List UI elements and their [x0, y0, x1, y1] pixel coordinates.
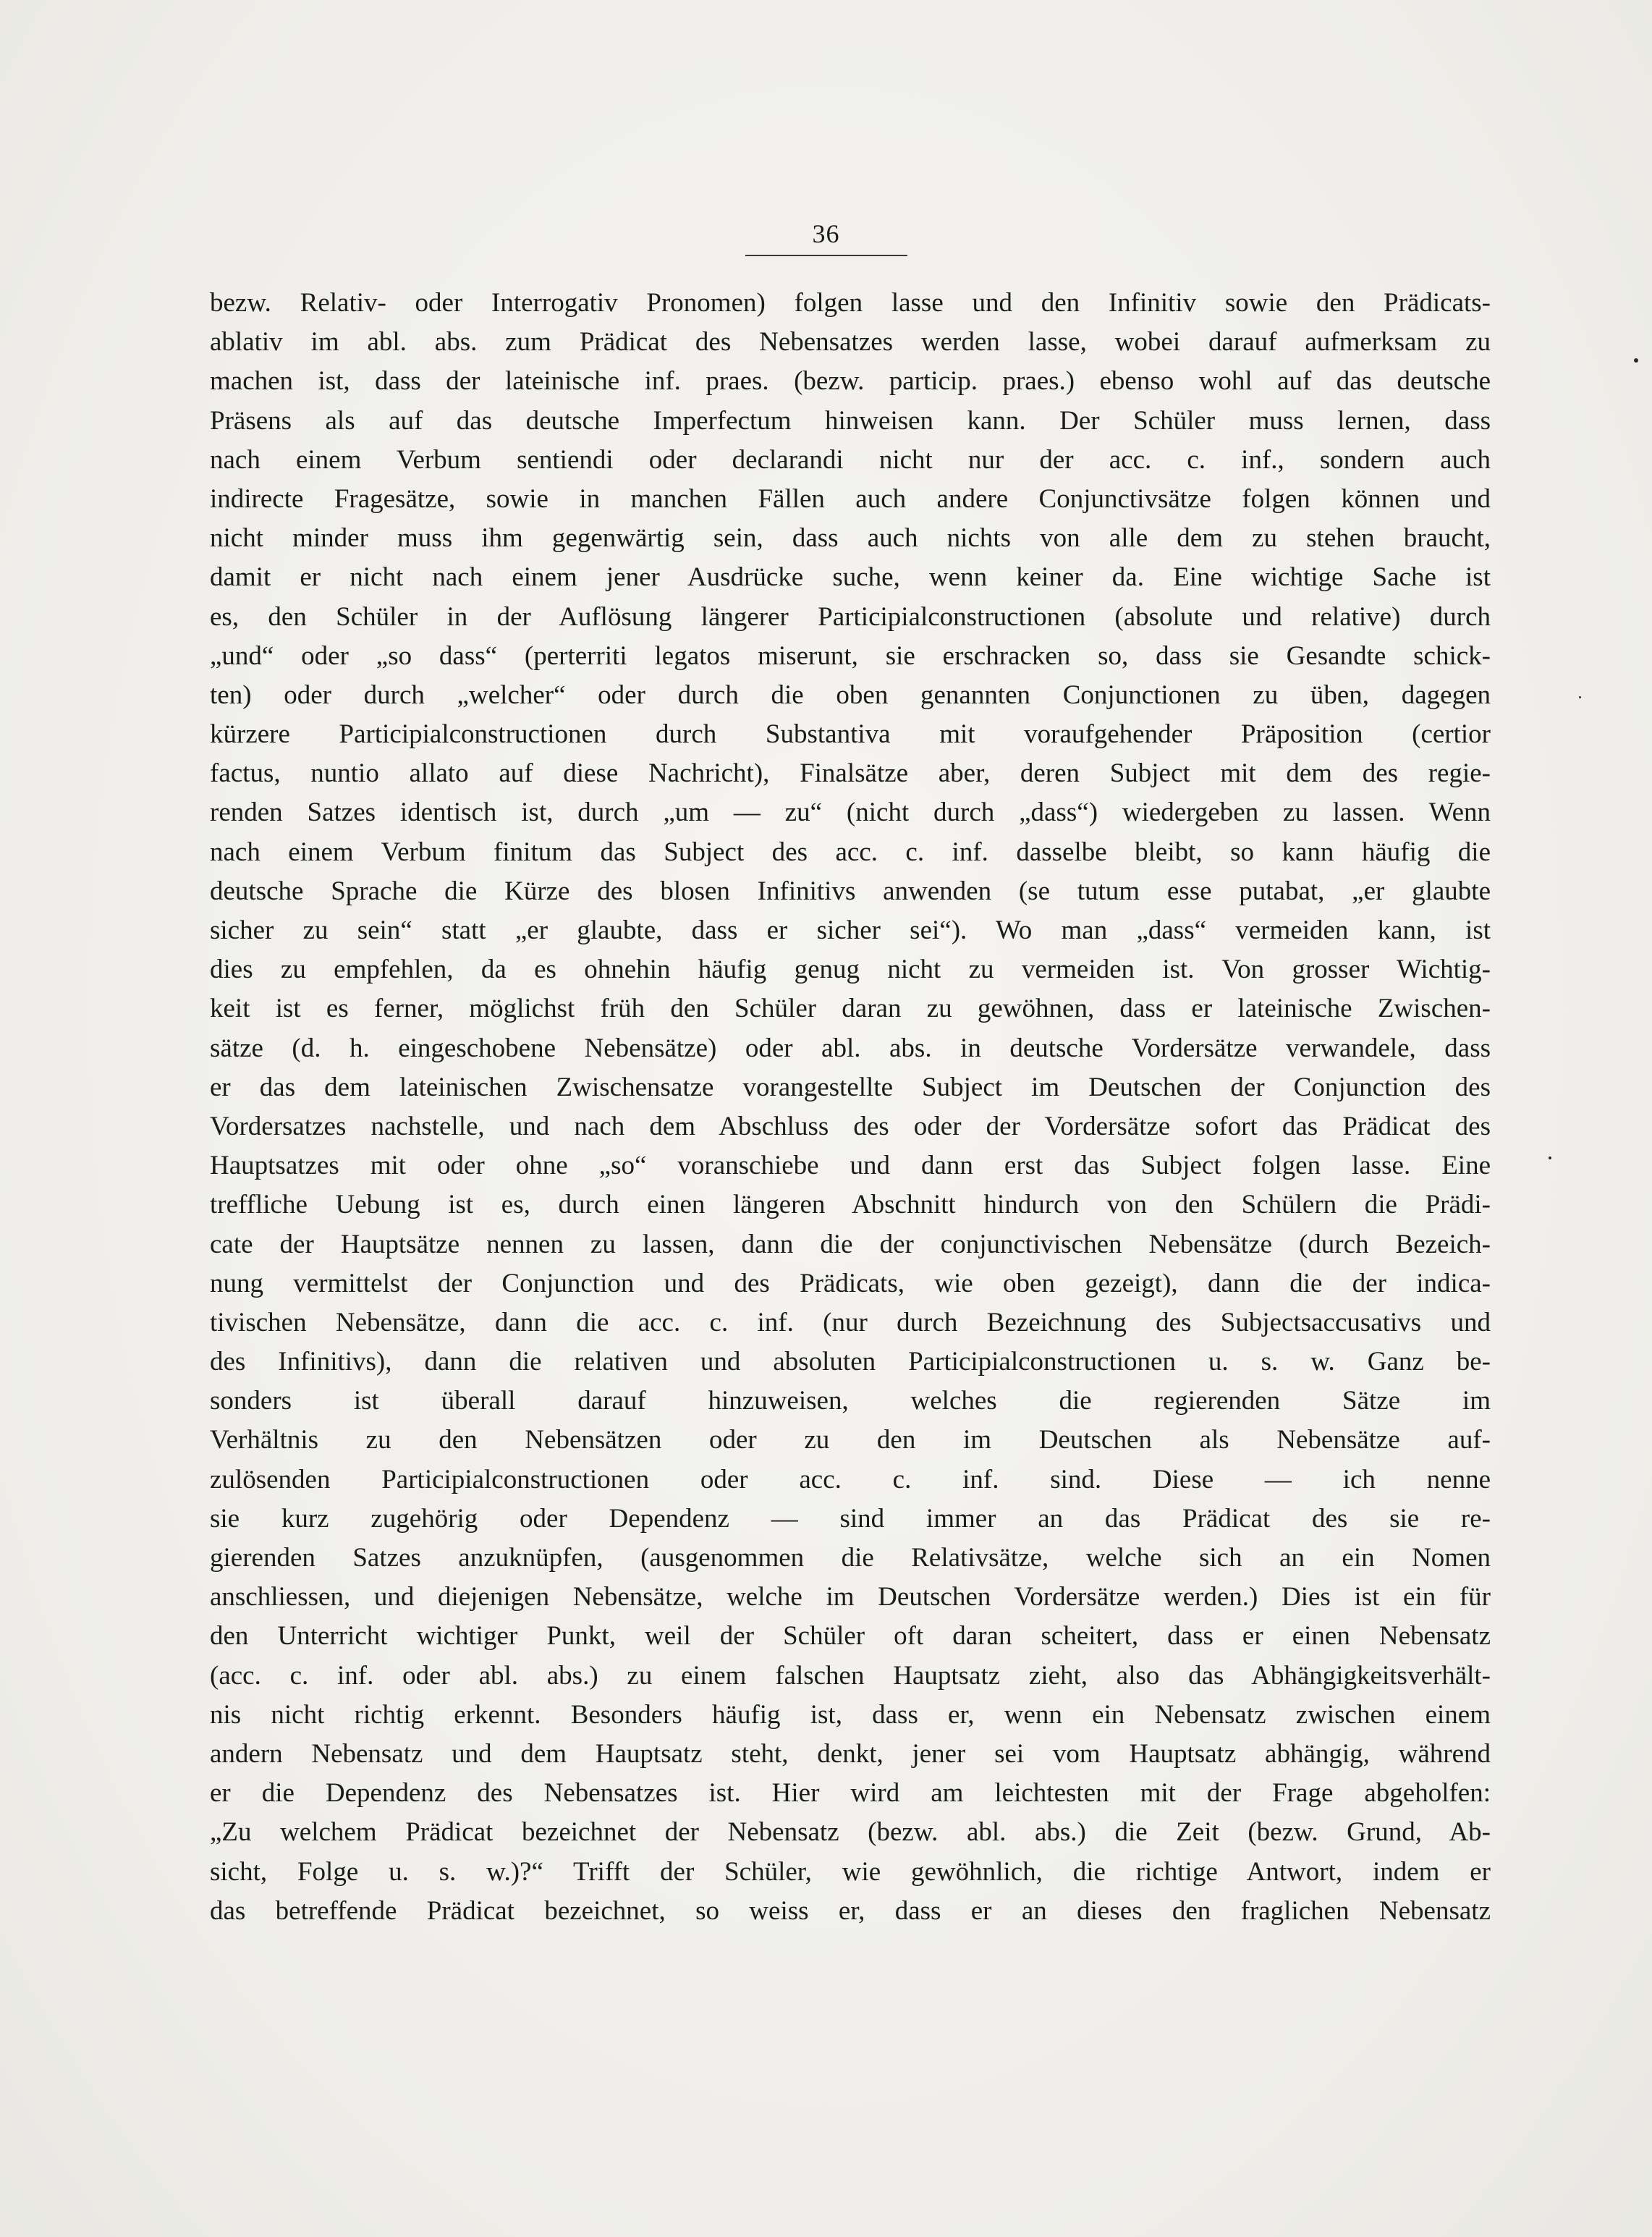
text-line: sie kurz zugehörig oder Dependenz — sind immer an das Prädicat des sie re- — [210, 1503, 1491, 1534]
text-line: er das dem lateinischen Zwischensatze vorangestellte Subject im Deutschen der Conjunction des — [210, 1072, 1491, 1102]
text-line: cate der Hauptsätze nennen zu lassen, dann die der conjunctivischen Nebensätze (durch Bezeich- — [210, 1229, 1491, 1259]
text-line: anschliessen, und diejenigen Nebensätze, welche im Deutschen Vordersätze werden.) Dies ist ein für — [210, 1582, 1491, 1612]
text-line: dies zu empfehlen, da es ohnehin häufig genug nicht zu vermeiden ist. Von grosser Wichtig- — [210, 955, 1491, 985]
text-line: nicht minder muss ihm gegenwärtig sein, dass auch nichts von alle dem zu stehen braucht, — [210, 523, 1491, 554]
text-line: „und“ oder „so dass“ (perterriti legatos miserunt, sie erschracken so, dass sie Gesandte schick- — [210, 640, 1491, 671]
print-speck — [1634, 358, 1638, 363]
text-line: kürzere Participialconstructionen durch Substantiva mit voraufgehender Präposition (certior — [210, 719, 1491, 750]
text-line: ten) oder durch „welcher“ oder durch die oben genannten Conjunctionen zu üben, dagegen — [210, 680, 1491, 710]
text-line: ablativ im abl. abs. zum Prädicat des Nebensatzes werden lasse, wobei darauf aufmerksam zu — [210, 327, 1491, 358]
text-line: den Unterricht wichtiger Punkt, weil der Schüler oft daran scheitert, dass er einen Nebensatz — [210, 1621, 1491, 1652]
text-line: indirecte Fragesätze, sowie in manchen Fällen auch andere Conjunctivsätze folgen können und — [210, 483, 1491, 514]
text-line: er die Dependenz des Nebensatzes ist. Hier wird am leichtesten mit der Frage abgeholfen: — [210, 1778, 1491, 1809]
text-line: Vordersatzes nachstelle, und nach dem Abschluss des oder der Vordersätze sofort das Prädicat des — [210, 1111, 1491, 1141]
text-line: „Zu welchem Prädicat bezeichnet der Nebensatz (bezw. abl. abs.) die Zeit (bezw. Grund, Ab- — [210, 1817, 1491, 1848]
text-line: machen ist, dass der lateinische inf. praes. (bezw. particip. praes.) ebenso wohl auf das deutsche — [210, 366, 1491, 397]
text-line: Verhältnis zu den Nebensätzen oder zu den im Deutschen als Nebensätze auf- — [210, 1425, 1491, 1455]
text-line: nach einem Verbum sentiendi oder declarandi nicht nur der acc. c. inf., sondern auch — [210, 444, 1491, 475]
body-text — [210, 284, 1491, 1931]
text-line: das betreffende Prädicat bezeichnet, so weiss er, dass er an dieses den fraglichen Nebensatz — [210, 1895, 1491, 1926]
text-line: factus, nuntio allato auf diese Nachricht), Finalsätze aber, deren Subject mit dem des regie- — [210, 758, 1491, 789]
text-line: deutsche Sprache die Kürze des blosen Infinitivs anwenden (se tutum esse putabat, „er glaubte — [210, 876, 1491, 906]
text-line: renden Satzes identisch ist, durch „um — zu“ (nicht durch „dass“) wiedergeben zu lassen. Wenn — [210, 798, 1491, 828]
text-line: sätze (d. h. eingeschobene Nebensätze) oder abl. abs. in deutsche Vordersätze verwandele, dass — [210, 1033, 1491, 1063]
text-line: nung vermittelst der Conjunction und des Prädicats, wie oben gezeigt), dann die der indica- — [210, 1268, 1491, 1298]
text-line: es, den Schüler in der Auflösung längerer Participialconstructionen (absolute und relative) durch — [210, 601, 1491, 632]
text-line: Präsens als auf das deutsche Imperfectum hinweisen kann. Der Schüler muss lernen, dass — [210, 405, 1491, 436]
header-rule — [745, 255, 907, 256]
text-line: keit ist es ferner, möglichst früh den Schüler daran zu gewöhnen, dass er lateinische Zwischen- — [210, 994, 1491, 1024]
text-line: Hauptsatzes mit oder ohne „so“ voranschiebe und dann erst das Subject folgen lasse. Eine — [210, 1151, 1491, 1181]
text-line: damit er nicht nach einem jener Ausdrücke suche, wenn keiner da. Eine wichtige Sache ist — [210, 562, 1491, 593]
text-line: zulösenden Participialconstructionen oder acc. c. inf. sind. Diese — ich nenne — [210, 1464, 1491, 1494]
text-line: sicher zu sein“ statt „er glaubte, dass er sicher sei“). Wo man „dass“ vermeiden kann, ist — [210, 915, 1491, 945]
text-line: nis nicht richtig erkennt. Besonders häufig ist, dass er, wenn ein Nebensatz zwischen einem — [210, 1699, 1491, 1730]
text-line: (acc. c. inf. oder abl. abs.) zu einem falschen Hauptsatz zieht, also das Abhängigkeitsverhält- — [210, 1660, 1491, 1691]
text-line: treffliche Uebung ist es, durch einen längeren Abschnitt hindurch von den Schülern die Prädi- — [210, 1190, 1491, 1220]
print-speck — [1549, 1156, 1551, 1159]
text-line: tivischen Nebensätze, dann die acc. c. inf. (nur durch Bezeichnung des Subjectsaccusativs und — [210, 1307, 1491, 1337]
text-line: sonders ist überall darauf hinzuweisen, welches die regierenden Sätze im — [210, 1386, 1491, 1416]
text-line: des Infinitivs), dann die relativen und absoluten Participialconstructionen u. s. w. Ganz be- — [210, 1347, 1491, 1377]
text-line: bezw. Relativ- oder Interrogativ Pronomen) folgen lasse und den Infinitiv sowie den Prädicats- — [210, 288, 1491, 318]
text-line: sicht, Folge u. s. w.)?“ Trifft der Schüler, wie gewöhnlich, die richtige Antwort, indem er — [210, 1856, 1491, 1887]
text-line: andern Nebensatz und dem Hauptsatz steht, denkt, jener sei vom Hauptsatz abhängig, während — [210, 1738, 1491, 1769]
print-speck — [1579, 696, 1581, 698]
page-number: 36 — [812, 219, 840, 248]
text-line: nach einem Verbum finitum das Subject des acc. c. inf. dasselbe bleibt, so kann häufig die — [210, 837, 1491, 867]
text-line: gierenden Satzes anzuknüpfen, (ausgenommen die Relativsätze, welche sich an ein Nomen — [210, 1543, 1491, 1573]
